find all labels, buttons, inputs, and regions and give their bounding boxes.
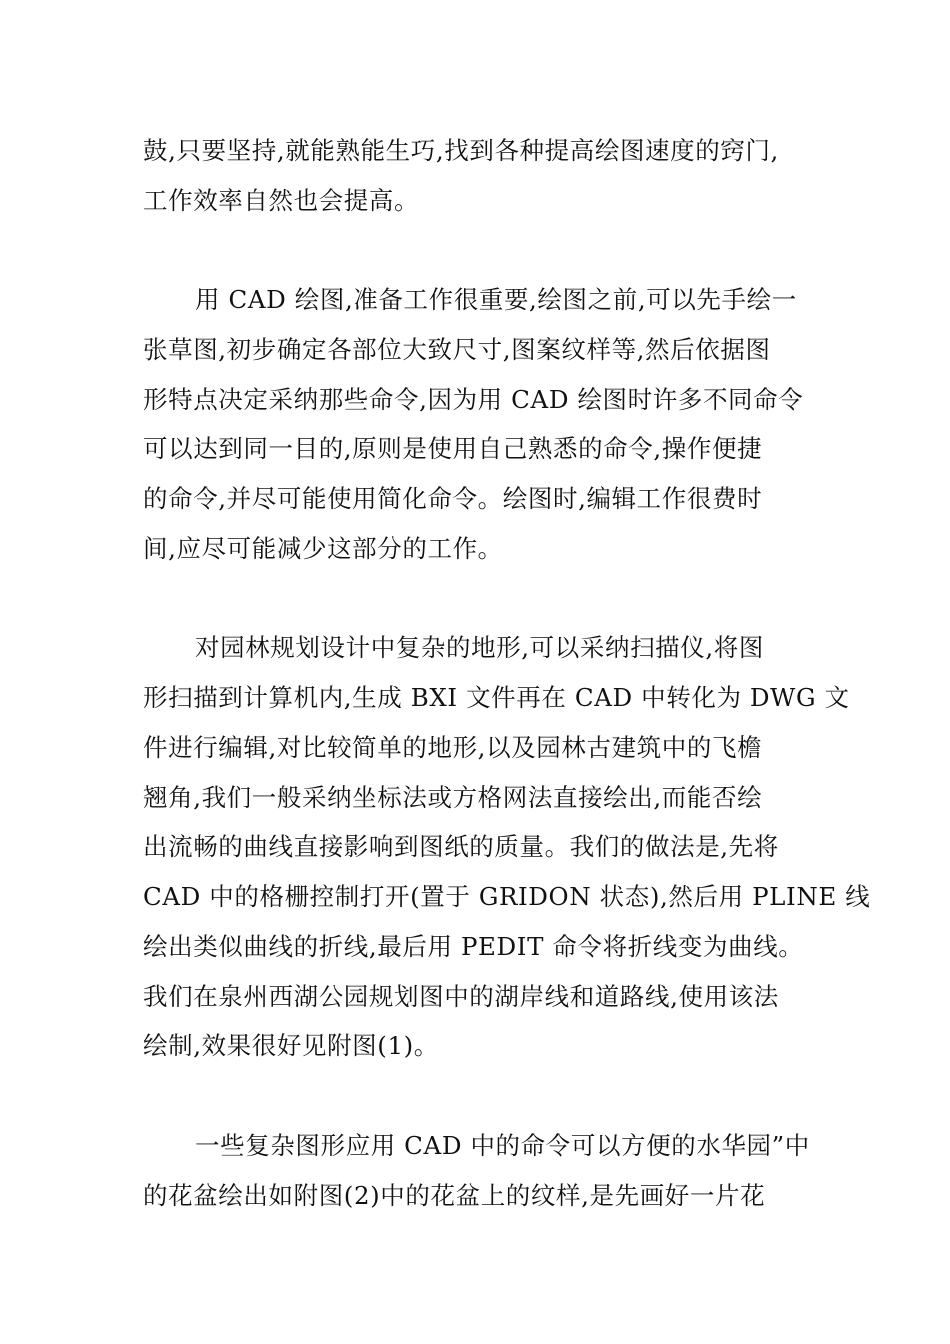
text-line: 形特点决定采纳那些命令,因为用 CAD 绘图时许多不同命令 — [143, 385, 804, 414]
text-line-indented: 一些复杂图形应用 CAD 中的命令可以方便的水华园”中 — [195, 1131, 810, 1160]
text-line: 间,应尽可能减少这部分的工作。 — [143, 534, 503, 563]
text-line: 绘制,效果很好见附图(1)。 — [143, 1031, 439, 1060]
text-line: 出流畅的曲线直接影响到图纸的质量。我们的做法是,先将 — [143, 832, 779, 861]
text-line: 工作效率自然也会提高。 — [143, 186, 420, 215]
text-line: 件进行编辑,对比较简单的地形,以及园林古建筑中的飞檐 — [143, 733, 763, 762]
text-line: 鼓,只要坚持,就能熟能生巧,找到各种提高绘图速度的窍门, — [143, 136, 779, 165]
text-line: 我们在泉州西湖公园规划图中的湖岸线和道路线,使用该法 — [143, 982, 779, 1011]
text-line: 绘出类似曲线的折线,最后用 PEDIT 命令将折线变为曲线。 — [143, 932, 804, 961]
text-line: 可以达到同一目的,原则是使用自己熟悉的命令,操作便捷 — [143, 434, 763, 463]
text-line: 翘角,我们一般采纳坐标法或方格网法直接绘出,而能否绘 — [143, 783, 763, 812]
text-line-indented: 用 CAD 绘图,准备工作很重要,绘图之前,可以先手绘一 — [195, 285, 797, 314]
text-line-indented: 对园林规划设计中复杂的地形,可以采纳扫描仪,将图 — [195, 633, 764, 662]
text-line: CAD 中的格栅控制打开(置于 GRIDON 状态),然后用 PLINE 线 — [143, 882, 871, 911]
text-line: 的命令,并尽可能使用简化命令。绘图时,编辑工作很费时 — [143, 484, 763, 513]
text-line: 张草图,初步确定各部位大致尺寸,图案纹样等,然后依据图 — [143, 335, 771, 364]
text-line: 的花盆绘出如附图(2)中的花盆上的纹样,是先画好一片花 — [143, 1181, 766, 1210]
text-line: 形扫描到计算机内,生成 BXI 文件再在 CAD 中转化为 DWG 文 — [143, 683, 850, 712]
